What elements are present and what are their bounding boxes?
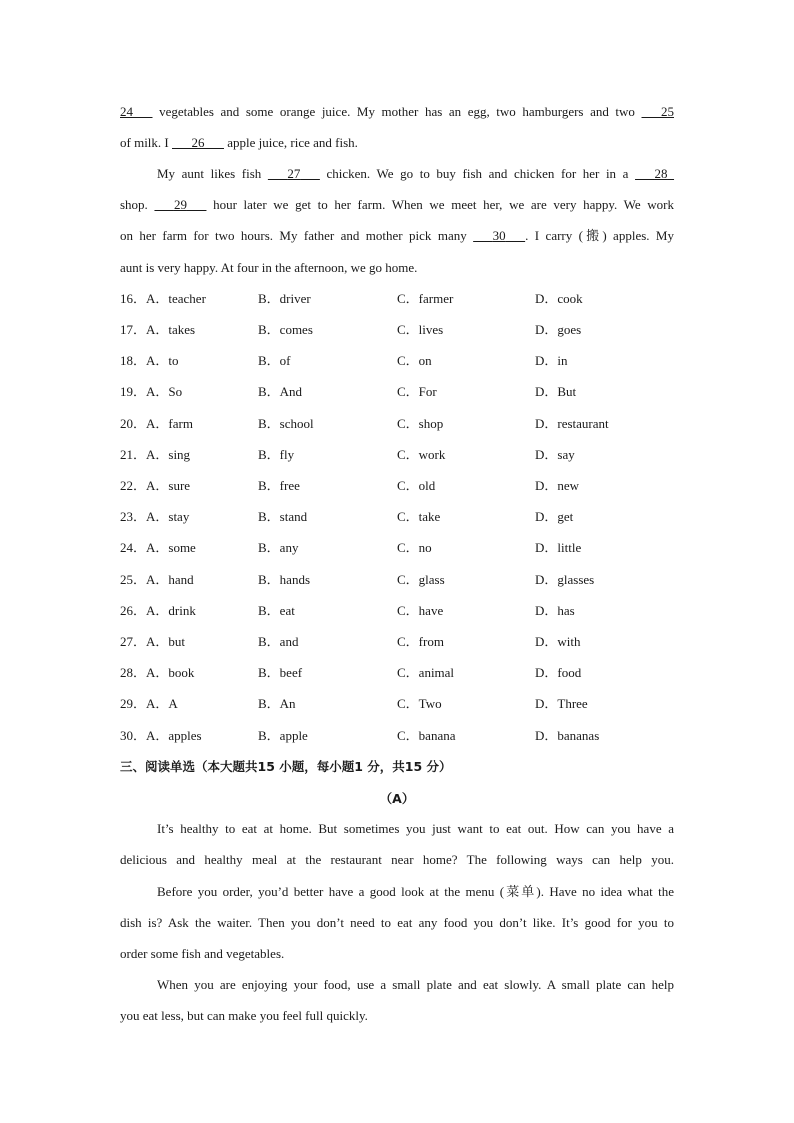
option-row <box>120 663 680 683</box>
blank-24: 24 <box>120 104 133 119</box>
option-a: 22．A．sure <box>120 478 191 493</box>
option-b: B．any <box>258 540 299 555</box>
option-c: C．have <box>397 603 444 618</box>
cloze-text: of milk. I <box>120 135 169 150</box>
blank-25: 25 <box>661 104 674 119</box>
option-a: 30．A．apples <box>120 728 202 743</box>
option-b: B．An <box>258 696 296 711</box>
option-row <box>120 289 680 309</box>
option-a: 20．A．farm <box>120 416 193 431</box>
option-d: D．has <box>535 603 575 618</box>
blank-29: 29 <box>173 197 187 212</box>
option-d: D．with <box>535 634 581 649</box>
cloze-text: vegetables and some orange juice. My mother has an egg, two hamburgers and two <box>159 104 635 119</box>
option-c: C．work <box>397 447 446 462</box>
option-row <box>120 726 680 746</box>
option-c: C．farmer <box>397 291 454 306</box>
blank-27: 27 <box>287 166 301 181</box>
cloze-text: My aunt likes fish <box>157 166 262 181</box>
passage-line: dish is? Ask the waiter. Then you don’t need to eat any food you don’t like. It’s good for you to <box>120 915 674 930</box>
cloze-text: chicken. We go to buy fish and chicken for her in a <box>326 166 629 181</box>
cloze-text: apple juice, rice and fish. <box>227 135 358 150</box>
passage-line: you eat less, but can make you feel full quickly. <box>120 1008 368 1023</box>
option-d: D．food <box>535 665 582 680</box>
option-d: D．goes <box>535 322 582 337</box>
option-b: B．school <box>258 416 314 431</box>
option-a: 21．A．sing <box>120 447 191 462</box>
option-b: B．stand <box>258 509 308 524</box>
cloze-text: on her farm for two hours. My father and mother pick many <box>120 228 467 243</box>
cloze-text: shop. <box>120 197 148 212</box>
option-a: 29．A．A <box>120 696 178 711</box>
option-d: D．glasses <box>535 572 595 587</box>
option-c: C．glass <box>397 572 445 587</box>
option-a: 18．A．to <box>120 353 179 368</box>
option-c: C．no <box>397 540 432 555</box>
option-a: 28．A．book <box>120 665 195 680</box>
option-c: C．Two <box>397 696 442 711</box>
option-a: 24．A．some <box>120 540 196 555</box>
option-d: D．little <box>535 540 582 555</box>
passage-line: order some fish and vegetables. <box>120 946 285 961</box>
option-d: D．bananas <box>535 728 600 743</box>
cloze-line-6: aunt is very happy. At four in the afternoon, we go home. <box>120 260 418 275</box>
option-b: B．beef <box>258 665 303 680</box>
option-a: 26．A．drink <box>120 603 196 618</box>
option-d: D．Three <box>535 696 588 711</box>
option-row <box>120 507 680 527</box>
cloze-text: hour later we get to her farm. When we meet her, we are very happy. We work <box>213 197 675 212</box>
option-row <box>120 601 680 621</box>
option-b: B．hands <box>258 572 311 587</box>
option-row <box>120 694 680 714</box>
option-row <box>120 570 680 590</box>
option-c: C．banana <box>397 728 456 743</box>
option-b: B．comes <box>258 322 313 337</box>
passage-line: delicious and healthy meal at the restaurant near home? The following ways can help you. <box>120 852 674 867</box>
option-b: B．driver <box>258 291 311 306</box>
option-c: C．animal <box>397 665 455 680</box>
cloze-line-2 <box>120 133 674 153</box>
option-row <box>120 445 680 465</box>
option-c: C．shop <box>397 416 444 431</box>
option-b: B．And <box>258 384 303 399</box>
option-b: B．fly <box>258 447 295 462</box>
cloze-line-5 <box>120 226 674 246</box>
option-row <box>120 476 680 496</box>
option-a: 27．A．but <box>120 634 186 649</box>
passage-line: Before you order, you’d better have a good look at the menu (菜单). Have no idea what the <box>157 884 674 899</box>
option-a: 25．A．hand <box>120 572 194 587</box>
option-a: 16．A．teacher <box>120 291 206 306</box>
cloze-line-4 <box>120 195 674 215</box>
passage-label: （A） <box>379 791 415 806</box>
option-c: C．lives <box>397 322 444 337</box>
option-b: B．eat <box>258 603 295 618</box>
option-c: C．old <box>397 478 436 493</box>
option-d: D．say <box>535 447 575 462</box>
option-a: 19．A．So <box>120 384 183 399</box>
option-b: B．and <box>258 634 299 649</box>
option-d: D．get <box>535 509 574 524</box>
section-heading: 三、阅读单选（本大题共15 小题，每小题1 分，共15 分） <box>120 759 452 774</box>
option-row <box>120 351 680 371</box>
blank-26: 26 <box>191 135 205 150</box>
option-d: D．in <box>535 353 568 368</box>
option-d: D．cook <box>535 291 583 306</box>
option-a: 23．A．stay <box>120 509 190 524</box>
option-c: C．take <box>397 509 441 524</box>
option-c: C．from <box>397 634 444 649</box>
cloze-line-1 <box>120 102 674 122</box>
option-d: D．But <box>535 384 577 399</box>
option-row <box>120 632 680 652</box>
blank-30: 30 <box>492 228 506 243</box>
option-row <box>120 538 680 558</box>
option-b: B．free <box>258 478 300 493</box>
option-d: D．new <box>535 478 580 493</box>
option-row <box>120 414 680 434</box>
passage-line: When you are enjoying your food, use a small plate and eat slowly. A small plate can help <box>157 977 674 992</box>
option-row <box>120 382 680 402</box>
blank-28: 28 <box>654 166 668 181</box>
option-c: C．For <box>397 384 437 399</box>
option-c: C．on <box>397 353 432 368</box>
option-row <box>120 320 680 340</box>
cloze-text: . I carry (搬) apples. My <box>525 228 674 243</box>
option-a: 17．A．takes <box>120 322 196 337</box>
cloze-line-3 <box>157 164 674 184</box>
option-d: D．restaurant <box>535 416 609 431</box>
passage-line: It’s healthy to eat at home. But sometimes you just want to eat out. How can you have a <box>157 821 674 836</box>
option-b: B．apple <box>258 728 308 743</box>
option-b: B．of <box>258 353 291 368</box>
